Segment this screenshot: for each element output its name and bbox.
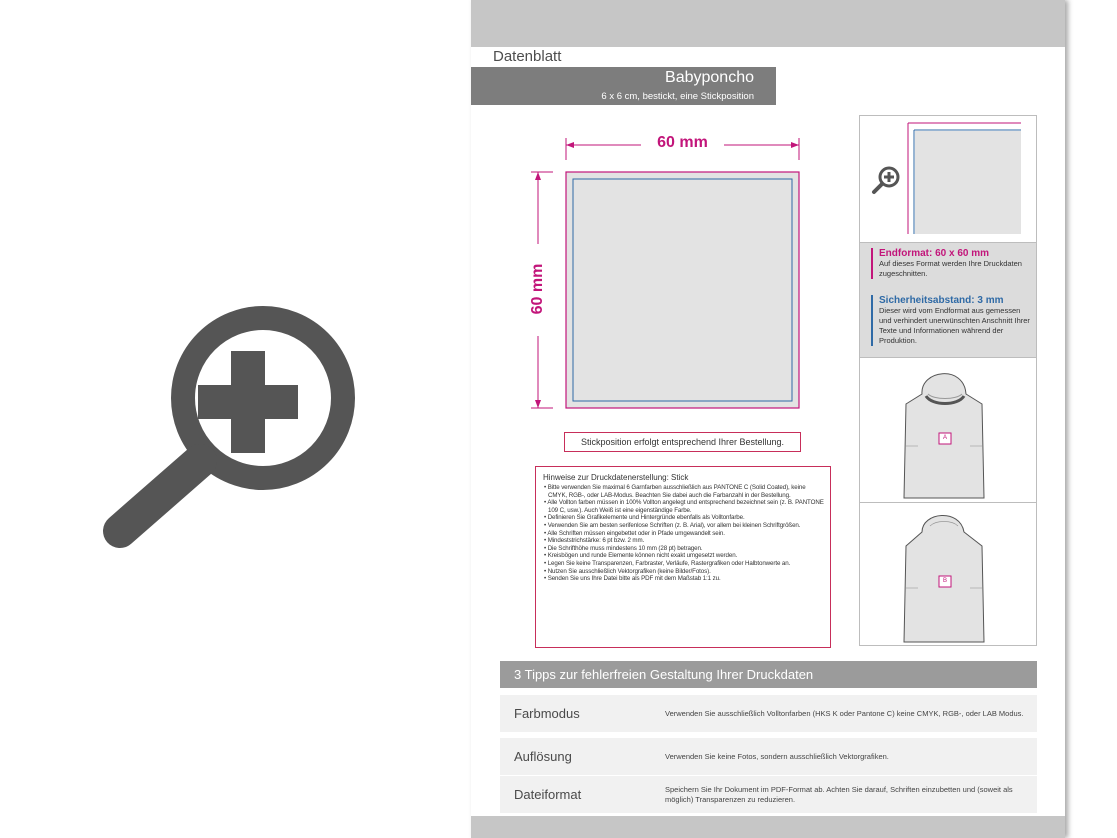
tip-text: Verwenden Sie keine Fotos, sondern ausschließlich Vektorgrafiken. <box>665 751 889 761</box>
side-panel <box>859 115 1037 646</box>
sheet-top-band <box>471 0 1065 47</box>
hint-item: • Alle Schriften müssen eingebettet oder in Pfade umgewandelt sein. <box>543 530 824 538</box>
product-title: Babyponcho <box>665 69 754 86</box>
tip-label: Dateiformat <box>514 787 582 802</box>
hints-title: Hinweise zur Druckdatenerstellung: Stick <box>543 473 689 482</box>
height-dimension-label: 60 mm <box>529 263 546 315</box>
tip-text: Verwenden Sie ausschließlich Volltonfarben (HKS K oder Pantone C) keine CMYK, RGB-, oder LAB Modus. <box>665 708 1024 718</box>
print-data-hints <box>535 466 831 648</box>
hint-item: • Nutzen Sie ausschließlich Vektorgrafiken (keine Bilder/Fotos). <box>543 568 824 576</box>
datasheet-tab-label: Datenblatt <box>471 47 591 67</box>
hint-item: • Senden Sie uns Ihre Datei bitte als PDF mit dem Maßstab 1:1 zu. <box>543 575 824 583</box>
tip-label: Farbmodus <box>514 706 580 721</box>
poncho-front-view <box>860 358 1036 503</box>
datasheet-page <box>471 0 1065 838</box>
hint-item: • Die Schrifthöhe muss mindestens 10 mm (28 pt) betragen. <box>543 545 824 553</box>
end-format-legend <box>871 248 1033 279</box>
tip-text: Speichern Sie Ihr Dokument im PDF-Format ab. Achten Sie darauf, Schriften einzubetten und (soweit als möglich) Transparenzen zu reduzieren. <box>665 784 1013 804</box>
product-title-bar <box>471 67 776 105</box>
sheet-bottom-band <box>471 816 1065 838</box>
tip-row-file-format <box>500 776 1037 813</box>
width-dimension-label: 60 mm <box>657 134 708 151</box>
hint-item: • Kreisbögen und runde Elemente können nicht exakt umgesetzt werden. <box>543 552 824 560</box>
embroidery-marker-a: A <box>942 435 947 441</box>
embroidery-marker-b: B <box>942 578 947 584</box>
tip-row-resolution <box>500 738 1037 775</box>
end-format-title: Endformat: 60 x 60 mm <box>879 248 990 259</box>
format-drawing <box>521 130 821 430</box>
format-legend <box>860 242 1036 358</box>
poncho-back-view <box>860 502 1036 645</box>
format-thumbnail[interactable] <box>860 116 1036 242</box>
product-subtitle: 6 x 6 cm, bestickt, eine Stickposition <box>601 91 754 102</box>
hint-item: • Mindeststrichstärke: 6 pt bzw. 2 mm. <box>543 537 824 545</box>
end-format-text: Auf dieses Format werden Ihre Druckdaten zugeschnitten. <box>879 259 1022 278</box>
safety-margin-legend <box>871 295 1033 346</box>
safety-margin-text: Dieser wird vom Endformat aus gemessen und verhindert unerwünschten Anschnitt Ihrer Texte und Informationen während der Produktion. <box>879 306 1030 345</box>
hint-item: • Alle Vollton farben müssen in 100% Vollton angelegt und entsprechend bezeichnet sein (z. B. PANTONE 109 C, usw.). Auch Weiß ist eine eigenständige Farbe. <box>543 499 824 514</box>
hint-item: • Legen Sie keine Transparenzen, Farbraster, Verläufe, Rastergrafiken oder Halbtonwerte an. <box>543 560 824 568</box>
safety-margin-title: Sicherheitsabstand: 3 mm <box>879 295 1004 306</box>
tip-label: Auflösung <box>514 749 572 764</box>
hint-item: • Verwenden Sie am besten serifenlose Schriften (z. B. Arial), vor allem bei kleinen Schriftgrößen. <box>543 522 824 530</box>
embroidery-position-note: Stickposition erfolgt entsprechend Ihrer Bestellung. <box>564 432 801 452</box>
hint-item: • Bitte verwenden Sie maximal 6 Garnfarben ausschließlich aus PANTONE C (Solid Coated), keine CMYK, RGB-, oder LAB-Modus. Beachten Sie dabei auch die Farbanzahl in der Bestellung. <box>543 484 824 499</box>
zoom-in-icon[interactable] <box>100 255 360 555</box>
zoom-in-icon[interactable] <box>871 165 901 195</box>
hint-item: • Definieren Sie Grafikelemente und Hintergründe ebenfalls als Volltonfarbe. <box>543 514 824 522</box>
tips-header: 3 Tipps zur fehlerfreien Gestaltung Ihrer Druckdaten <box>500 661 1037 688</box>
tip-row-color-mode <box>500 695 1037 732</box>
hints-list <box>543 484 824 583</box>
